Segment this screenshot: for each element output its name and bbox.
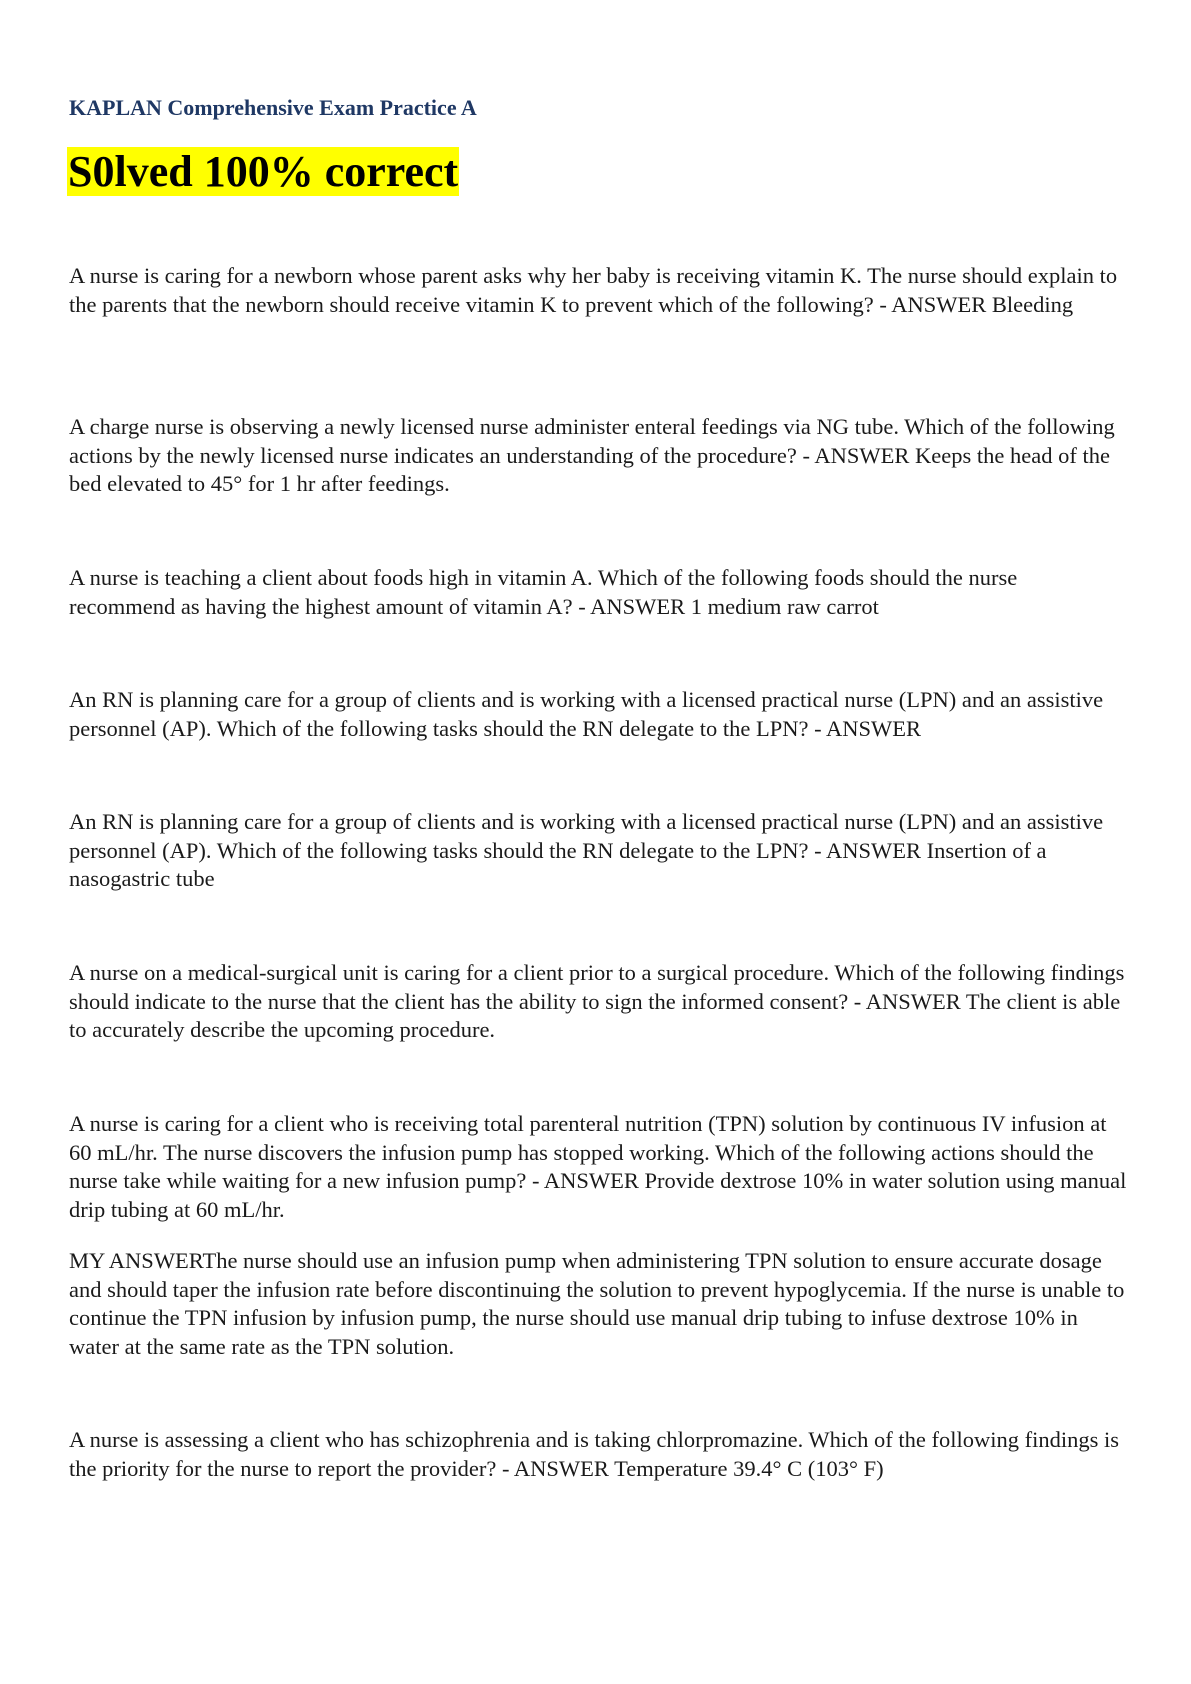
document-title: KAPLAN Comprehensive Exam Practice A xyxy=(69,95,477,120)
qa-item xyxy=(69,262,1129,319)
question-text: An RN is planning care for a group of clients and is working with a licensed practical nurse (LPN) and an assistive personnel (AP). Which of the following tasks should the RN delegate to the LPN? - xyxy=(69,809,1104,863)
answer-text: ANSWER The client is able to accurately describe the upcoming procedure. xyxy=(69,988,1121,1043)
answer-text: ANSWER xyxy=(821,715,921,741)
highlighted-banner xyxy=(67,147,459,197)
qa-item xyxy=(69,686,1129,743)
qa-item xyxy=(69,808,1129,894)
qa-item xyxy=(69,1110,1129,1225)
question-text: A nurse is assessing a client who has schizophrenia and is taking chlorpromazine. Which of the following findings is the priority for the nurse to report the provider? - xyxy=(69,1427,1119,1481)
question-text: A nurse is caring for a client who is receiving total parenteral nutrition (TPN) solution by continuous IV infusion at 60 mL/hr. The nurse discovers the infusion pump has stopped working. Which of the following actions should the nurse take while waiting for a new infusion pump? - xyxy=(69,1111,1107,1194)
answer-text: ANSWER Provide dextrose 10% in water solution using manual drip tubing at 60 mL/hr. xyxy=(69,1168,1127,1223)
answer-text: ANSWER 1 medium raw carrot xyxy=(585,593,879,619)
question-text: A nurse on a medical-surgical unit is caring for a client prior to a surgical procedure. Which of the following findings should indicate to the nurse that the client has the ability to sign the informed consent? - xyxy=(69,960,1125,1014)
qa-item xyxy=(69,959,1129,1045)
question-text: A nurse is teaching a client about foods high in vitamin A. Which of the following foods should the nurse recommend as having the highest amount of vitamin A? - xyxy=(69,565,1018,619)
answer-text: ANSWER Temperature 39.4° C (103° F) xyxy=(509,1455,884,1481)
qa-item xyxy=(69,413,1129,499)
question-text: A charge nurse is observing a newly licensed nurse administer enteral feedings via NG tube. Which of the following actions by the newly licensed nurse indicates an understanding of the procedure? - xyxy=(69,414,1115,468)
question-text: A nurse is caring for a newborn whose parent asks why her baby is receiving vitamin K. The nurse should explain to the parents that the newborn should receive vitamin K to prevent which of the following? - xyxy=(69,263,1118,317)
answer-text: ANSWER Keeps the head of the bed elevated to 45° for 1 hr after feedings. xyxy=(69,442,1110,497)
answer-text: ANSWER Insertion of a nasogastric tube xyxy=(69,837,1047,892)
qa-item xyxy=(69,1426,1129,1483)
answer-text: ANSWER Bleeding xyxy=(886,291,1074,317)
note-text: MY ANSWERThe nurse should use an infusion pump when administering TPN solution to ensure accurate dosage and should taper the infusion rate before discontinuing the solution to prevent hypoglycemia. If the nurse is unable to continue the TPN infusion by infusion pump, the nurse should use manual drip tubing to infuse dextrose 10% in water at the same rate as the TPN solution. xyxy=(69,1248,1125,1360)
banner-text: S0lved 100% correct xyxy=(68,147,459,196)
my-answer-note xyxy=(69,1247,1129,1362)
qa-item xyxy=(69,564,1129,621)
question-text: An RN is planning care for a group of clients and is working with a licensed practical nurse (LPN) and an assistive personnel (AP). Which of the following tasks should the RN delegate to the LPN? - xyxy=(69,687,1104,741)
